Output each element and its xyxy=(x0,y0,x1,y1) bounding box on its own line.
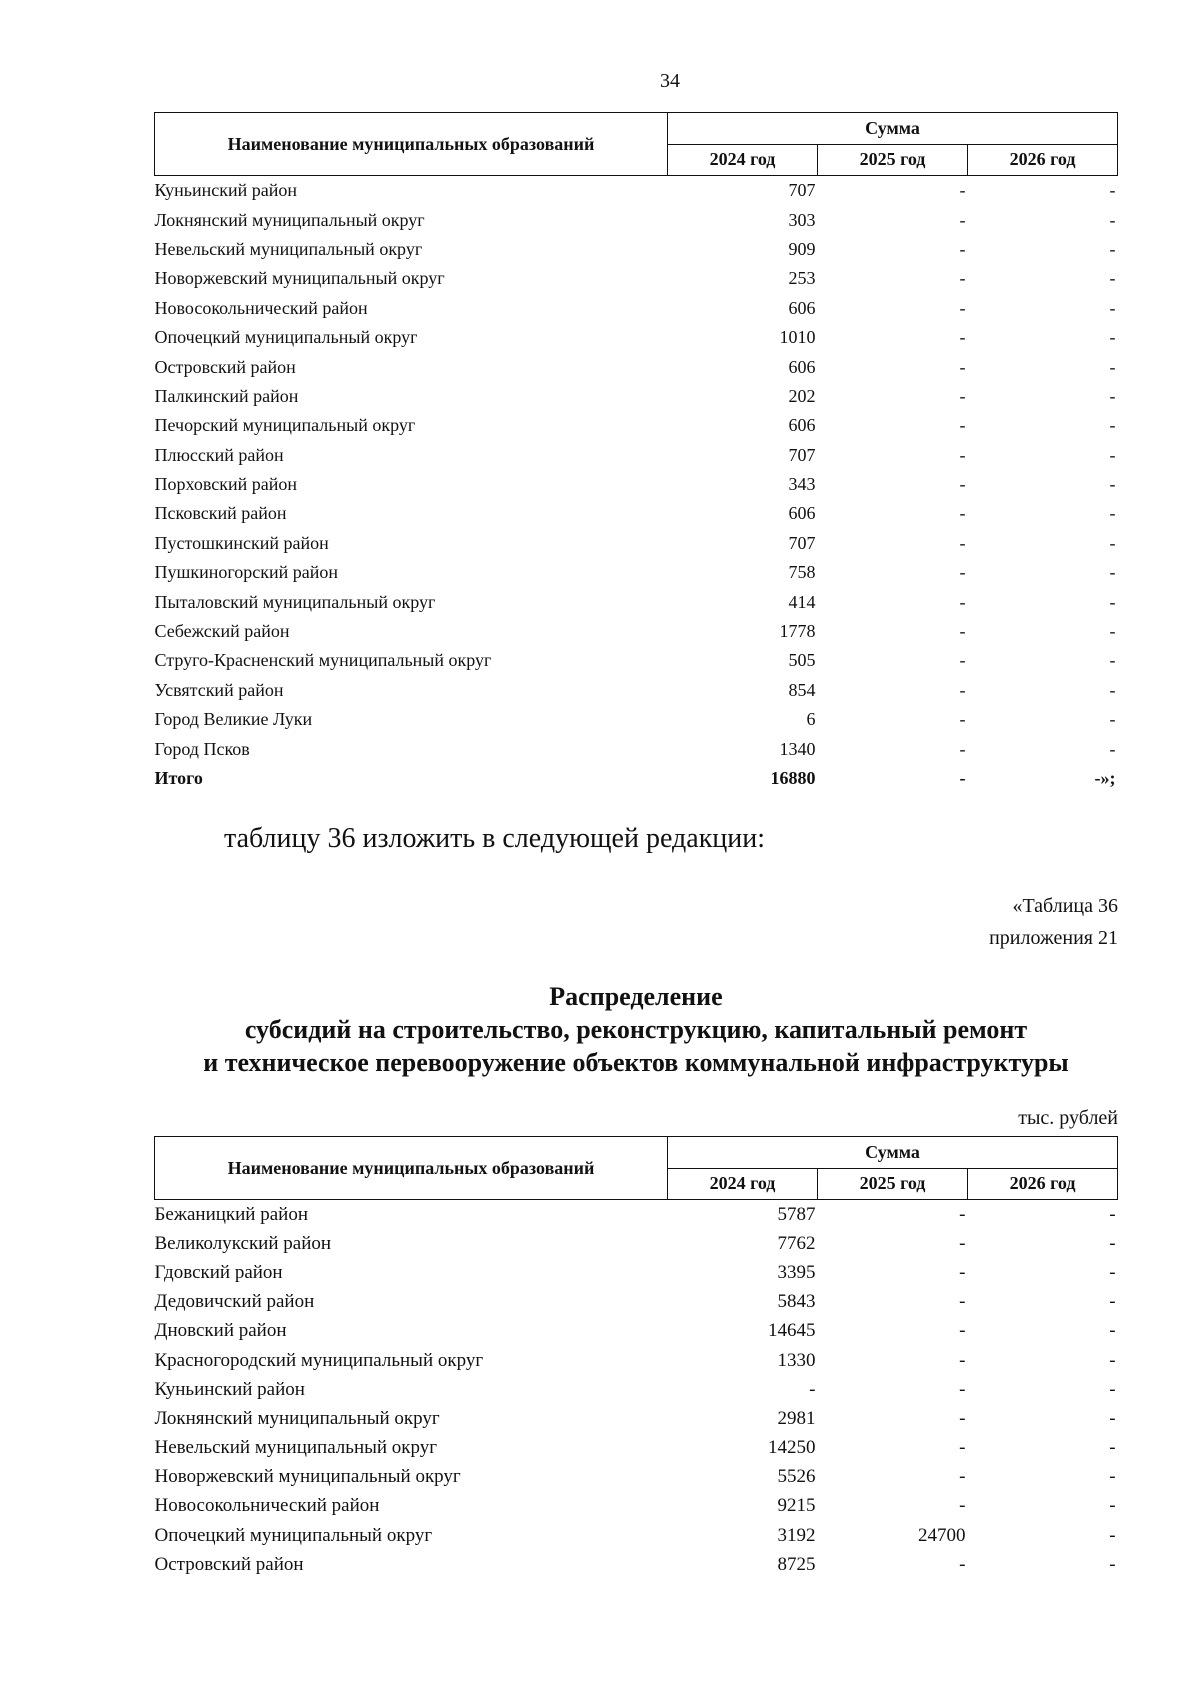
table-row xyxy=(155,235,1118,264)
table-row xyxy=(155,294,1118,323)
cell-2026: - xyxy=(1109,1320,1116,1342)
row-name: Великолукский район xyxy=(154,1232,332,1254)
cell-2026: - xyxy=(1109,532,1116,553)
table-row xyxy=(155,676,1118,705)
cell-2026: - xyxy=(1109,503,1116,524)
cell-2025: - xyxy=(959,238,966,259)
cell-2025: - xyxy=(959,1261,966,1283)
units-label: тыс. рублей xyxy=(1018,1107,1118,1129)
table-row xyxy=(155,1463,1118,1492)
cell-2025: - xyxy=(959,327,966,348)
table-row xyxy=(155,646,1118,675)
cell-2026: - xyxy=(1109,1437,1116,1459)
table-row xyxy=(155,352,1118,381)
cell-2024: 5843 xyxy=(777,1291,816,1313)
heading-line: субсидий на строительство, реконструкцию, капитальный ремонт xyxy=(244,1015,1028,1044)
cell-2025: - xyxy=(959,562,966,583)
row-name: Куньинский район xyxy=(154,180,298,201)
cell-2026: - xyxy=(1109,1466,1116,1488)
cell-2024: 3192 xyxy=(777,1524,816,1546)
column-header-2026: 2026 год xyxy=(968,1168,1118,1200)
row-name: Красногородский муниципальный округ xyxy=(154,1349,484,1371)
cell-2024: 253 xyxy=(788,268,816,289)
cell-2025: - xyxy=(959,709,966,730)
total-cell-2025: - xyxy=(959,768,966,788)
table-row xyxy=(155,323,1118,352)
cell-2024: 758 xyxy=(788,562,816,583)
cell-2024: 1330 xyxy=(777,1349,816,1371)
cell-2026: - xyxy=(1109,1203,1116,1225)
table-row xyxy=(155,529,1118,558)
cell-2024: 6 xyxy=(806,709,816,730)
cell-2025: 24700 xyxy=(918,1524,966,1546)
cell-2025: - xyxy=(959,415,966,436)
cell-2025: - xyxy=(959,297,966,318)
cell-2024: 606 xyxy=(788,503,816,524)
row-name: Локнянский муниципальный округ xyxy=(154,1407,440,1429)
row-name: Островский район xyxy=(154,1553,304,1575)
table-heading xyxy=(154,980,1118,1079)
table-row xyxy=(155,1550,1118,1579)
cell-2026: - xyxy=(1109,238,1116,259)
cell-2025: - xyxy=(959,356,966,377)
cell-2025: - xyxy=(959,209,966,230)
cell-2025: - xyxy=(959,621,966,642)
cell-2024: 909 xyxy=(788,238,816,259)
cell-2025: - xyxy=(959,1291,966,1313)
cell-2025: - xyxy=(959,1203,966,1225)
row-name: Город Великие Луки xyxy=(154,709,313,730)
cell-2026: - xyxy=(1109,1495,1116,1517)
cell-2026: - xyxy=(1109,650,1116,671)
column-header-2024: 2024 год xyxy=(668,1168,818,1200)
cell-2024: 606 xyxy=(788,297,816,318)
table-row xyxy=(155,1492,1118,1521)
cell-2026: - xyxy=(1109,591,1116,612)
column-header-2026: 2026 год xyxy=(968,144,1118,176)
cell-2024: 505 xyxy=(788,650,816,671)
cell-2024: 1010 xyxy=(779,327,816,348)
cell-2026: - xyxy=(1109,1524,1116,1546)
cell-2024: 414 xyxy=(788,591,816,612)
table-reference-line: приложения 21 xyxy=(989,927,1118,949)
cell-2025: - xyxy=(959,503,966,524)
row-name: Островский район xyxy=(154,356,296,377)
total-cell-2024: 16880 xyxy=(770,768,816,788)
cell-2024: 5526 xyxy=(777,1466,816,1488)
table-row xyxy=(155,1288,1118,1317)
cell-2025: - xyxy=(959,650,966,671)
cell-2026: - xyxy=(1109,1553,1116,1575)
cell-2026: - xyxy=(1109,385,1116,406)
row-name: Пустошкинский район xyxy=(154,532,329,553)
cell-2025: - xyxy=(959,738,966,759)
table-row xyxy=(155,558,1118,587)
instruction-text: таблицу 36 изложить в следующей редакции: xyxy=(224,823,766,854)
cell-2024: 202 xyxy=(788,385,816,406)
allocation-table-1 xyxy=(154,112,1118,793)
row-name: Локнянский муниципальный округ xyxy=(154,209,425,230)
cell-2025: - xyxy=(959,268,966,289)
cell-2026: - xyxy=(1109,738,1116,759)
row-name: Усвятский район xyxy=(154,679,284,700)
cell-2026: - xyxy=(1109,444,1116,465)
table-row xyxy=(155,470,1118,499)
table-body xyxy=(155,176,1118,794)
cell-2024: 7762 xyxy=(777,1232,816,1254)
cell-2025: - xyxy=(959,532,966,553)
row-name: Порховский район xyxy=(154,474,297,495)
cell-2024: 606 xyxy=(788,356,816,377)
allocation-table-2 xyxy=(154,1136,1118,1579)
row-name: Новосокольнический район xyxy=(154,297,368,318)
table-row xyxy=(155,205,1118,234)
cell-2024: 303 xyxy=(788,209,816,230)
row-name: Пушкиногорский район xyxy=(154,562,339,583)
cell-2025: - xyxy=(959,1495,966,1517)
cell-2026: - xyxy=(1109,1407,1116,1429)
cell-2026: - xyxy=(1109,679,1116,700)
table-row xyxy=(155,1200,1118,1230)
total-cell-2026: -»; xyxy=(1094,768,1116,788)
row-name: Палкинский район xyxy=(154,385,299,406)
cell-2024: 1340 xyxy=(779,738,816,759)
row-name: Новоржевский муниципальный округ xyxy=(154,1466,461,1488)
row-name: Дновский район xyxy=(154,1320,287,1342)
row-name: Город Псков xyxy=(154,738,250,759)
cell-2026: - xyxy=(1109,1291,1116,1313)
table-row xyxy=(155,705,1118,734)
cell-2025: - xyxy=(959,1437,966,1459)
table-row xyxy=(155,587,1118,616)
cell-2024: - xyxy=(809,1378,816,1400)
heading-line: и техническое перевооружение объектов коммунальной инфраструктуры xyxy=(203,1048,1069,1077)
total-row-name: Итого xyxy=(154,768,203,788)
cell-2025: - xyxy=(959,1466,966,1488)
cell-2026: - xyxy=(1109,356,1116,377)
cell-2024: 14250 xyxy=(768,1437,816,1459)
cell-2025: - xyxy=(959,1320,966,1342)
table-row xyxy=(155,441,1118,470)
total-row xyxy=(155,764,1118,793)
cell-2024: 854 xyxy=(788,679,816,700)
row-name: Куньинский район xyxy=(154,1378,305,1400)
cell-2024: 3395 xyxy=(777,1261,816,1283)
cell-2025: - xyxy=(959,1349,966,1371)
table-row xyxy=(155,1404,1118,1433)
cell-2024: 606 xyxy=(788,415,816,436)
cell-2025: - xyxy=(959,385,966,406)
cell-2024: 14645 xyxy=(768,1320,816,1342)
table-row xyxy=(155,734,1118,763)
table-row xyxy=(155,411,1118,440)
column-header-name: Наименование муниципальных образований xyxy=(155,1137,668,1200)
cell-2026: - xyxy=(1109,1349,1116,1371)
cell-2025: - xyxy=(959,474,966,495)
row-name: Новоржевский муниципальный округ xyxy=(154,268,445,289)
cell-2025: - xyxy=(959,1232,966,1254)
cell-2026: - xyxy=(1109,297,1116,318)
row-name: Невельский муниципальный округ xyxy=(154,238,423,259)
cell-2024: 1778 xyxy=(779,621,816,642)
row-name: Невельский муниципальный округ xyxy=(154,1437,438,1459)
table-row xyxy=(155,1229,1118,1258)
column-header-sum: Сумма xyxy=(668,113,1118,145)
row-name: Пыталовский муниципальный округ xyxy=(154,591,436,612)
cell-2026: - xyxy=(1109,562,1116,583)
table-reference-line: «Таблица 36 xyxy=(1012,895,1118,917)
column-header-2025: 2025 год xyxy=(818,144,968,176)
table-row xyxy=(155,382,1118,411)
cell-2025: - xyxy=(959,1378,966,1400)
table-body xyxy=(155,1200,1118,1580)
row-name: Плюсский район xyxy=(154,444,284,465)
page-number: 34 xyxy=(660,70,680,92)
row-name: Псковский район xyxy=(154,503,287,524)
cell-2026: - xyxy=(1109,709,1116,730)
cell-2025: - xyxy=(959,444,966,465)
table-row xyxy=(155,1317,1118,1346)
cell-2025: - xyxy=(959,591,966,612)
row-name: Печорский муниципальный округ xyxy=(154,415,416,436)
cell-2024: 2981 xyxy=(777,1407,816,1429)
row-name: Опочецкий муниципальный округ xyxy=(154,1524,433,1546)
table-row xyxy=(155,1258,1118,1287)
cell-2026: - xyxy=(1109,415,1116,436)
column-header-sum: Сумма xyxy=(668,1137,1118,1169)
cell-2025: - xyxy=(959,679,966,700)
cell-2026: - xyxy=(1109,1378,1116,1400)
cell-2025: - xyxy=(959,1407,966,1429)
row-name: Гдовский район xyxy=(154,1261,283,1283)
table-row xyxy=(155,176,1118,206)
table-row xyxy=(155,1434,1118,1463)
row-name: Дедовичский район xyxy=(154,1291,315,1313)
cell-2024: 707 xyxy=(788,532,816,553)
cell-2026: - xyxy=(1109,268,1116,289)
table-row xyxy=(155,617,1118,646)
table-row xyxy=(155,1375,1118,1404)
column-header-name: Наименование муниципальных образований xyxy=(155,113,668,176)
cell-2024: 8725 xyxy=(777,1553,816,1575)
cell-2025: - xyxy=(959,1553,966,1575)
table-row xyxy=(155,264,1118,293)
row-name: Опочецкий муниципальный округ xyxy=(154,327,418,348)
table-row xyxy=(155,1346,1118,1375)
column-header-2024: 2024 год xyxy=(668,144,818,176)
row-name: Новосокольнический район xyxy=(154,1495,380,1517)
row-name: Струго-Красненский муниципальный округ xyxy=(154,650,492,671)
table-row xyxy=(155,1521,1118,1550)
table-row xyxy=(155,499,1118,528)
cell-2026: - xyxy=(1109,180,1116,201)
heading-line: Распределение xyxy=(549,982,723,1011)
cell-2024: 5787 xyxy=(777,1203,816,1225)
cell-2024: 707 xyxy=(788,180,816,201)
cell-2026: - xyxy=(1109,1232,1116,1254)
row-name: Бежаницкий район xyxy=(154,1203,308,1225)
cell-2024: 707 xyxy=(788,444,816,465)
cell-2024: 343 xyxy=(788,474,816,495)
table-reference xyxy=(989,890,1118,954)
cell-2025: - xyxy=(959,180,966,201)
cell-2026: - xyxy=(1109,621,1116,642)
cell-2026: - xyxy=(1109,209,1116,230)
cell-2026: - xyxy=(1109,474,1116,495)
column-header-2025: 2025 год xyxy=(818,1168,968,1200)
cell-2026: - xyxy=(1109,1261,1116,1283)
cell-2024: 9215 xyxy=(777,1495,816,1517)
cell-2026: - xyxy=(1109,327,1116,348)
row-name: Себежский район xyxy=(154,621,290,642)
